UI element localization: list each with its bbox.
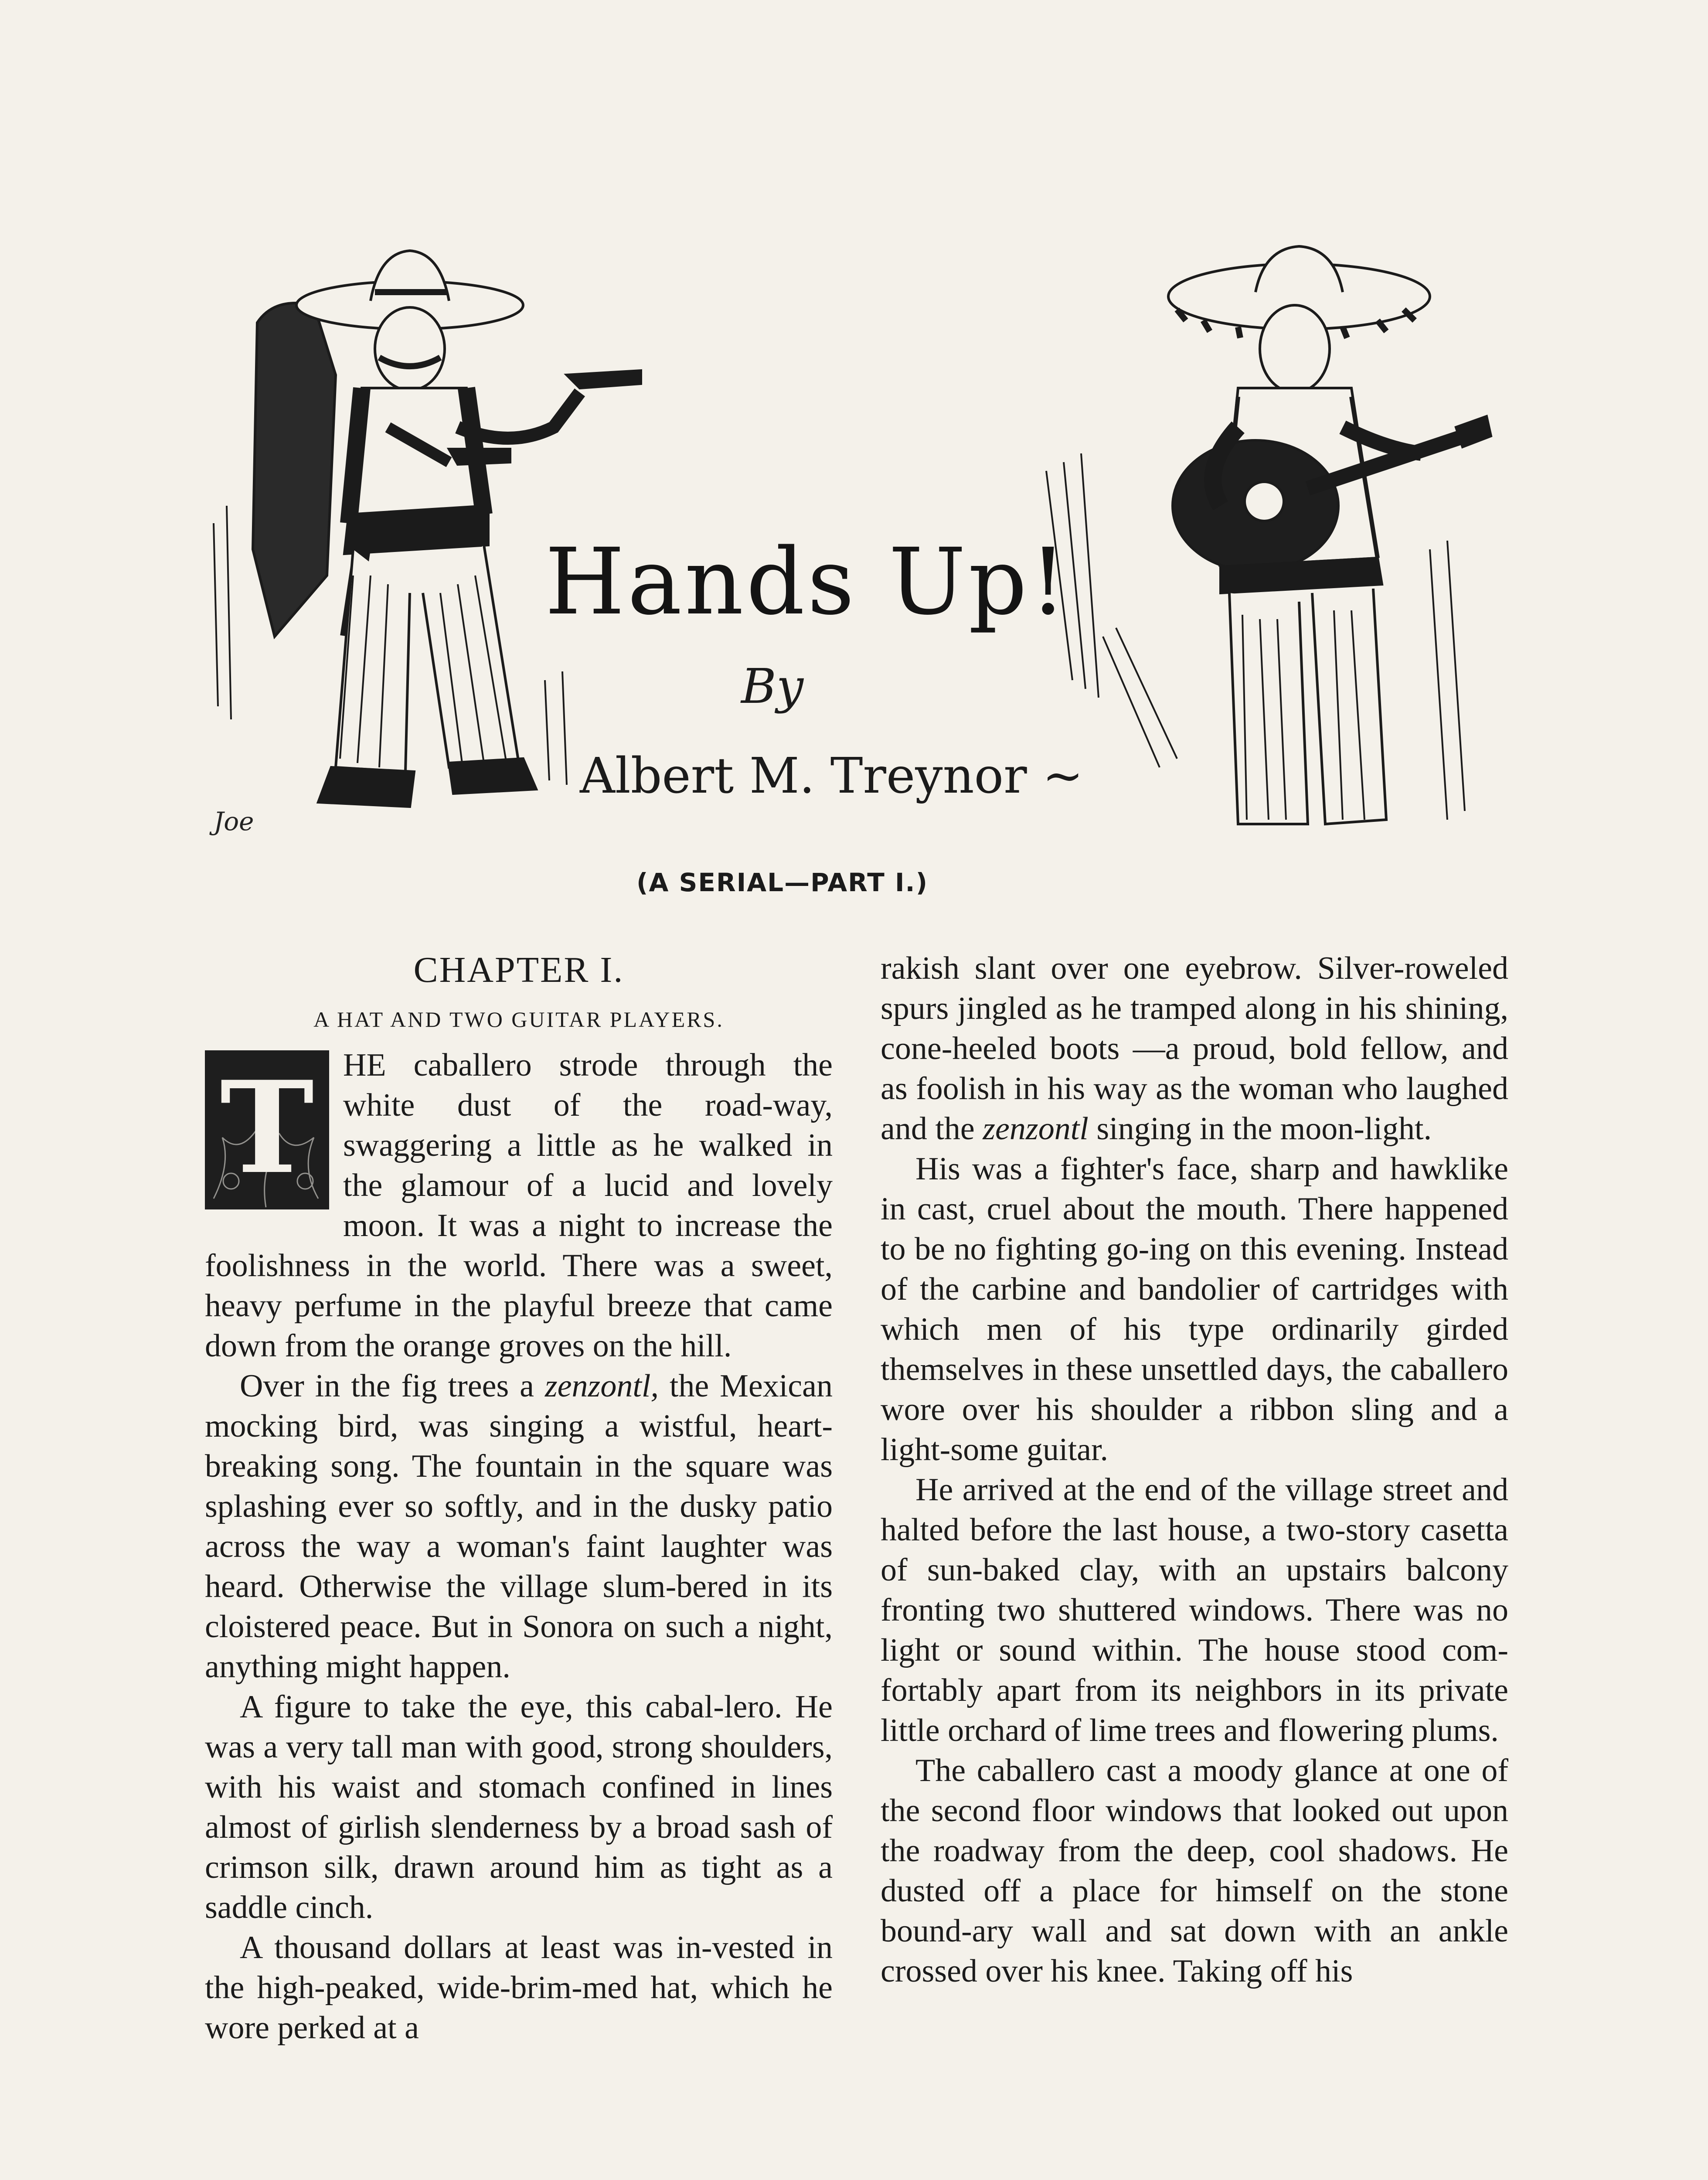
paragraph: A figure to take the eye, this cabal-lero. He was a very tall man with good, strong shoulders, with his waist and stomach confined in lines almost of girlish slenderness by a broad sash of crimson silk, drawn around him as tight as a saddle cinch.: [205, 1689, 833, 1925]
drop-cap: [205, 1050, 329, 1209]
right-column: [881, 948, 1508, 1991]
paragraph: Over in the fig trees a zenzontl, the Mexican mocking bird, was singing a wistful, heart-breaking song. The fountain in the square was splashing ever so softly, and in the dusky patio across the way a woman's faint laughter was heard. Otherwise the village slum-bered in its cloistered peace. But in Sonora on such a night, anything might happen.: [205, 1368, 833, 1685]
left-column: [205, 948, 833, 2048]
paragraph: A thousand dollars at least was in-vested in the high-peaked, wide-brim-med hat, which he wore perked at a: [205, 1930, 833, 2046]
paragraph: His was a fighter's face, sharp and hawklike in cast, cruel about the mouth. There happened to be no fighting go-ing on this evening. Instead of the carbine and bandolier of cartridges with which men of his type ordinarily girded themselves in these unsettled days, the caballero wore over his shoulder a ribbon sling and a light-some guitar.: [881, 1151, 1508, 1468]
paragraph: The caballero cast a moody glance at one of the second floor windows that looked out upon the roadway from the deep, cool shadows. He dusted off a place for himself on the stone bound-ary wall and sat down with an ankle crossed over his knee. Taking off his: [881, 1753, 1508, 1989]
paragraph: rakish slant over one eyebrow. Silver-roweled spurs jingled as he tramped along in his shining, cone-heeled boots —a proud, bold fellow, and as foolish in his way as the woman who laughed and the zenzontl singing in the moon-light.: [881, 950, 1508, 1147]
serial-note: (A SERIAL—PART I.): [636, 868, 929, 897]
paragraph: HE caballero strode through the white dust of the road-way, swaggering a little as he walked in the glamour of a lucid and lovely moon. It was a night to increase the foolishness in the world. There was a sweet, heavy perfume in the playful breeze that came down from the orange groves on the hill.: [205, 1047, 833, 1364]
paragraph: He arrived at the end of the village street and halted before the last house, a two-story casetta of sun-baked clay, with an upstairs balcony fronting two shuttered windows. There was no light or sound within. The house stood com-fortably apart from its neighbors in its private little orchard of lime trees and flowering plums.: [881, 1472, 1508, 1748]
chapter-title: CHAPTER I.: [413, 950, 624, 990]
drop-cap-letter: T: [220, 1054, 314, 1202]
author-name: Albert M. Treynor ~: [580, 748, 1084, 804]
byline-by: By: [741, 658, 803, 714]
artist-signature: Joe: [214, 807, 254, 836]
story-title: Hands Up!: [545, 528, 1069, 635]
chapter-subtitle: A HAT AND TWO GUITAR PLAYERS.: [313, 1007, 724, 1032]
